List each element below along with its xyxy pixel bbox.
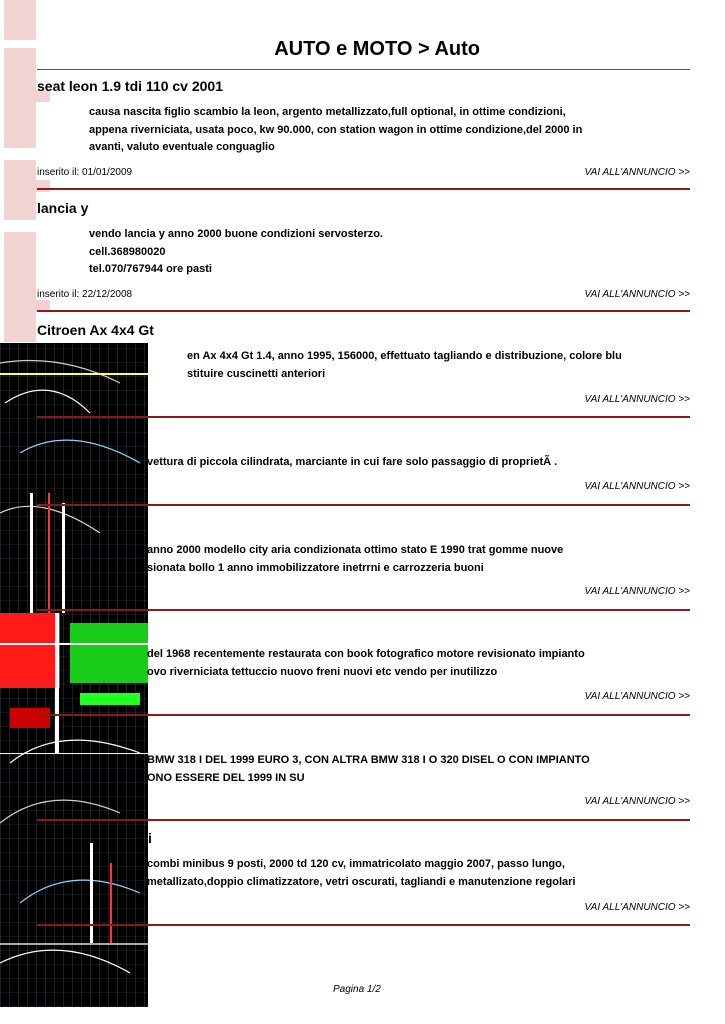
- title-divider: [37, 69, 690, 70]
- listing-item: [37, 454, 690, 514]
- description-line: BMW 318 I DEL 1999 EURO 3, CON ALTRA BMW 318 I O 320 DISEL O CON IMPIANTO: [147, 754, 590, 766]
- description-line: vendo lancia y anno 2000 buone condizioni servosterzo.: [89, 228, 384, 240]
- listing-divider: [37, 609, 690, 611]
- view-ad-link[interactable]: VAI ALL'ANNUNCIO >>: [584, 796, 690, 807]
- description-line: vettura di piccola cilindrata, marciante in cui fare solo passaggio di proprietÃ .: [147, 456, 558, 468]
- page-number: Pagina 1/2: [333, 984, 381, 995]
- listing-divider: [37, 924, 690, 926]
- listing-item: [37, 200, 690, 313]
- listing-item: [37, 830, 690, 930]
- listing-divider: [37, 188, 690, 190]
- description-line: combi minibus 9 posti, 2000 td 120 cv, immatricolato maggio 2007, passo lungo,: [147, 858, 565, 870]
- listing-description: [89, 104, 589, 157]
- listing-description: [187, 348, 687, 383]
- listing-item: [37, 542, 690, 617]
- description-line: en Ax 4x4 Gt 1.4, anno 1995, 156000, effettuato tagliando e distribuzione, colore blu: [187, 350, 622, 362]
- listing-item: [37, 322, 690, 422]
- listing-description: [147, 856, 647, 891]
- listing-divider: [37, 310, 690, 312]
- description-line: ONO ESSERE DEL 1999 IN SU: [147, 771, 305, 784]
- view-ad-link[interactable]: VAI ALL'ANNUNCIO >>: [584, 902, 690, 913]
- listing-divider: [37, 714, 690, 716]
- page-title: AUTO e MOTO > Auto: [274, 38, 480, 60]
- view-ad-link[interactable]: VAI ALL'ANNUNCIO >>: [584, 691, 690, 702]
- listing-title: lancia y: [37, 200, 89, 216]
- listing-divider: [37, 504, 690, 506]
- listing-description: [89, 226, 589, 279]
- view-ad-link[interactable]: VAI ALL'ANNUNCIO >>: [584, 586, 690, 597]
- listing-title: seat leon 1.9 tdi 110 cv 2001: [37, 78, 224, 94]
- view-ad-link[interactable]: VAI ALL'ANNUNCIO >>: [584, 394, 690, 405]
- description-line: avanti, valuto eventuale conguaglio: [89, 141, 275, 153]
- description-line: causa nascita figlio scambio la leon, argento metallizzato,full optional, in ottime condizioni,: [89, 106, 566, 118]
- listing-item: [37, 752, 690, 827]
- description-line: cell.368980020: [89, 245, 166, 258]
- view-ad-link[interactable]: VAI ALL'ANNUNCIO >>: [584, 481, 690, 492]
- description-line: appena riverniciata, usata poco, kw 90.000, con station wagon in ottime condizione,del 2000 in: [89, 123, 583, 136]
- description-line: tel.070/767944 ore pasti: [89, 263, 212, 275]
- listing-divider: [37, 819, 690, 821]
- listing-date: inserito il: 22/12/2008: [37, 289, 133, 300]
- view-ad-link[interactable]: VAI ALL'ANNUNCIO >>: [584, 289, 690, 300]
- description-line: del 1968 recentemente restaurata con book fotografico motore revisionato impianto: [147, 648, 585, 660]
- description-line: metallizato,doppio climatizzatore, vetri oscurati, tagliandi e manutenzione regolari: [147, 875, 576, 888]
- listing-description: [147, 646, 647, 681]
- listing-description: [147, 542, 647, 577]
- listing-item: [37, 646, 690, 721]
- listing-title: i: [148, 830, 152, 846]
- description-line: stituire cuscinetti anteriori: [187, 367, 326, 380]
- description-line: sionata bollo 1 anno immobilizzatore inetrrni e carrozzeria buoni: [147, 561, 484, 574]
- listing-date: inserito il: 01/01/2009: [37, 167, 133, 178]
- listing-title: Citroen Ax 4x4 Gt: [37, 322, 154, 338]
- listing-description: [147, 454, 647, 472]
- description-line: ovo riverniciata tettuccio nuovo freni nuovi etc vendo per inutilizzo: [147, 665, 498, 678]
- listing-divider: [37, 416, 690, 418]
- view-ad-link[interactable]: VAI ALL'ANNUNCIO >>: [584, 167, 690, 178]
- description-line: anno 2000 modello city aria condizionata ottimo stato E 1990 trat gomme nuove: [147, 544, 564, 556]
- listing-description: [147, 752, 647, 787]
- listing-item: [37, 78, 690, 191]
